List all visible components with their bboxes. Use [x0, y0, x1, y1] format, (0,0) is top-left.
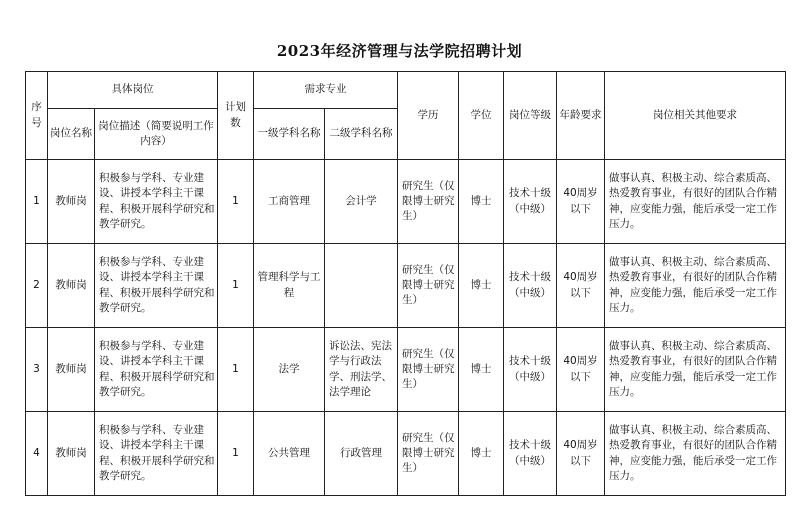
header-plan-count: 计划数 [218, 72, 254, 160]
header-row-1 [26, 72, 786, 109]
cell-position-name: 教师岗 [48, 160, 95, 244]
cell-seq: 3 [26, 328, 48, 412]
cell-degree: 博士 [459, 244, 504, 328]
cell-position-name: 教师岗 [48, 328, 95, 412]
table-row [26, 244, 786, 328]
cell-age: 40周岁以下 [557, 244, 605, 328]
cell-age: 40周岁以下 [557, 160, 605, 244]
cell-position-desc: 积极参与学科、专业建设、讲授本学科主干课程、积极开展科学研究和教学研究。 [95, 160, 218, 244]
cell-plan-count: 1 [218, 412, 254, 496]
cell-major-level2: 会计学 [325, 160, 398, 244]
cell-position-name: 教师岗 [48, 244, 95, 328]
header-age: 年龄要求 [557, 72, 605, 160]
header-major-group: 需求专业 [254, 72, 398, 109]
header-major-level2: 二级学科名称 [325, 109, 398, 160]
cell-other-requirements: 做事认真、积极主动、综合素质高、热爱教育事业，有很好的团队合作精神，应变能力强，能后承受一定工作压力。 [605, 160, 786, 244]
header-position-group: 具体岗位 [48, 72, 218, 109]
cell-education: 研究生（仅限博士研究生） [398, 328, 459, 412]
cell-seq: 1 [26, 160, 48, 244]
cell-major-level1: 管理科学与工程 [254, 244, 325, 328]
cell-major-level1: 公共管理 [254, 412, 325, 496]
cell-grade: 技术十级（中级） [504, 328, 557, 412]
table-row [26, 160, 786, 244]
cell-degree: 博士 [459, 160, 504, 244]
header-other: 岗位相关其他要求 [605, 72, 786, 160]
cell-plan-count: 1 [218, 160, 254, 244]
header-seq: 序号 [26, 72, 48, 160]
cell-age: 40周岁以下 [557, 412, 605, 496]
cell-other-requirements: 做事认真、积极主动、综合素质高、热爱教育事业，有很好的团队合作精神，应变能力强，能后承受一定工作压力。 [605, 412, 786, 496]
header-grade: 岗位等级 [504, 72, 557, 160]
cell-plan-count: 1 [218, 244, 254, 328]
cell-other-requirements: 做事认真、积极主动、综合素质高、热爱教育事业，有很好的团队合作精神，应变能力强，能后承受一定工作压力。 [605, 244, 786, 328]
cell-other-requirements: 做事认真、积极主动、综合素质高、热爱教育事业，有很好的团队合作精神，应变能力强，能后承受一定工作压力。 [605, 328, 786, 412]
header-education: 学历 [398, 72, 459, 160]
cell-grade: 技术十级（中级） [504, 244, 557, 328]
cell-grade: 技术十级（中级） [504, 412, 557, 496]
cell-major-level1: 工商管理 [254, 160, 325, 244]
table-row [26, 412, 786, 496]
cell-position-desc: 积极参与学科、专业建设、讲授本学科主干课程、积极开展科学研究和教学研究。 [95, 328, 218, 412]
cell-plan-count: 1 [218, 328, 254, 412]
cell-position-desc: 积极参与学科、专业建设、讲授本学科主干课程、积极开展科学研究和教学研究。 [95, 412, 218, 496]
cell-major-level2 [325, 244, 398, 328]
cell-grade: 技术十级（中级） [504, 160, 557, 244]
cell-degree: 博士 [459, 328, 504, 412]
cell-seq: 2 [26, 244, 48, 328]
table-row [26, 328, 786, 412]
cell-major-level2: 行政管理 [325, 412, 398, 496]
header-degree: 学位 [459, 72, 504, 160]
cell-education: 研究生（仅限博士研究生） [398, 244, 459, 328]
cell-major-level1: 法学 [254, 328, 325, 412]
cell-seq: 4 [26, 412, 48, 496]
cell-education: 研究生（仅限博士研究生） [398, 160, 459, 244]
page-title: 2023年经济管理与法学院招聘计划 [276, 42, 523, 60]
cell-major-level2: 诉讼法、宪法学与行政法学、刑法学、法学理论 [325, 328, 398, 412]
header-major-level1: 一级学科名称 [254, 109, 325, 160]
header-position-name: 岗位名称 [48, 109, 95, 160]
cell-age: 40周岁以下 [557, 328, 605, 412]
cell-degree: 博士 [459, 412, 504, 496]
cell-education: 研究生（仅限博士研究生） [398, 412, 459, 496]
cell-position-name: 教师岗 [48, 412, 95, 496]
header-position-desc: 岗位描述（简要说明工作内容） [95, 109, 218, 160]
recruitment-table [25, 71, 786, 496]
cell-position-desc: 积极参与学科、专业建设、讲授本学科主干课程、积极开展科学研究和教学研究。 [95, 244, 218, 328]
